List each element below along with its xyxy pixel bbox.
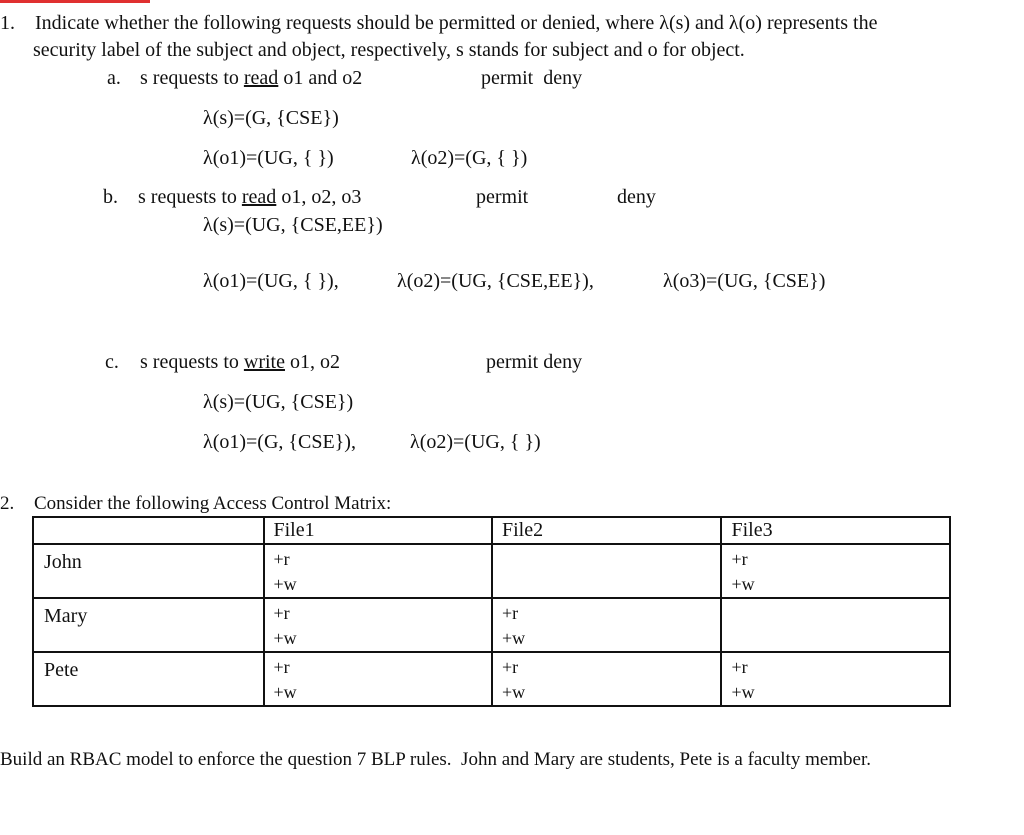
part-a-subject-label: λ(s)=(G, {CSE}): [203, 107, 339, 129]
cell-john-file2: [492, 544, 721, 598]
permission-read: +r: [731, 549, 748, 569]
matrix-row-john: [33, 544, 950, 598]
permission-read: +r: [273, 549, 290, 569]
part-b-o1-label: λ(o1)=(UG, { }),: [203, 270, 339, 292]
part-c-request: s requests to write o1, o2: [140, 351, 340, 373]
permission-write: +w: [731, 682, 755, 702]
cell-john-file1: [264, 544, 492, 598]
cell-mary-file3: [721, 598, 950, 652]
part-b-deny: deny: [617, 186, 656, 208]
permission-read: +r: [501, 657, 519, 677]
permission-read: +r: [273, 657, 290, 677]
permission-write: +w: [273, 628, 297, 648]
column-header-file1: File1: [264, 517, 492, 544]
matrix-corner-cell: [33, 517, 264, 544]
matrix-row-pete: [33, 652, 950, 706]
access-control-matrix: [32, 516, 951, 707]
part-a-request: s requests to read o1 and o2: [140, 67, 363, 89]
cropped-heading-remnant: [0, 0, 150, 3]
part-c-o2-label: λ(o2)=(UG, { }): [410, 431, 541, 453]
permission-write: +w: [273, 574, 297, 594]
question-2-number: 2.: [0, 493, 15, 514]
part-b-permit: permit: [476, 186, 529, 208]
row-header-mary: Mary: [33, 598, 264, 652]
part-c-subject-label: λ(s)=(UG, {CSE}): [203, 391, 354, 413]
cell-mary-file1: [264, 598, 492, 652]
part-b-verb: read: [241, 186, 277, 208]
cell-john-file3: [721, 544, 950, 598]
column-header-file3: File3: [721, 517, 950, 544]
permission-read: +r: [273, 603, 290, 623]
permission-read: +r: [501, 603, 519, 623]
column-header-file2: File2: [492, 517, 721, 544]
part-b-o3-label: λ(o3)=(UG, {CSE}): [663, 270, 826, 292]
part-a-verb: read: [243, 67, 279, 89]
cell-pete-file3: [721, 652, 950, 706]
row-header-john: John: [33, 544, 264, 598]
question-2-intro: Consider the following Access Control Matrix:: [34, 493, 392, 514]
question-1-intro-line-1: Indicate whether the following requests should be permitted or denied, where λ(s) and λ(o) represents the: [35, 12, 878, 34]
permission-write: +w: [501, 628, 526, 648]
cell-pete-file1: [264, 652, 492, 706]
part-b-subject-label: λ(s)=(UG, {CSE,EE}): [203, 214, 383, 236]
part-a-o1-label: λ(o1)=(UG, { }): [203, 147, 334, 169]
part-c-o1-label: λ(o1)=(G, {CSE}),: [203, 431, 356, 453]
rbac-task-text: Build an RBAC model to enforce the question 7 BLP rules. John and Mary are students, Pete is a faculty member.: [0, 749, 872, 770]
cell-pete-file2: [492, 652, 721, 706]
part-a-o2-label: λ(o2)=(G, { }): [411, 147, 528, 169]
permission-write: +w: [501, 682, 526, 702]
part-a-options: permit deny: [481, 67, 583, 89]
matrix-header-row: [33, 517, 950, 544]
cell-mary-file2: [492, 598, 721, 652]
permission-write: +w: [731, 574, 755, 594]
part-c-letter: c.: [105, 351, 119, 373]
matrix-row-mary: [33, 598, 950, 652]
question-1-number: 1.: [0, 12, 15, 34]
question-1-intro-line-2: security label of the subject and object, respectively, s stands for subject and o for object.: [33, 39, 745, 61]
permission-write: +w: [273, 682, 297, 702]
part-b-o2-label: λ(o2)=(UG, {CSE,EE}),: [397, 270, 594, 292]
part-a-letter: a.: [107, 67, 121, 89]
permission-read: +r: [731, 657, 748, 677]
row-header-pete: Pete: [33, 652, 264, 706]
part-b-letter: b.: [103, 186, 118, 208]
part-c-verb: write: [243, 351, 285, 373]
part-b-request: s requests to read o1, o2, o3: [138, 186, 362, 208]
part-c-options: permit deny: [486, 351, 583, 373]
